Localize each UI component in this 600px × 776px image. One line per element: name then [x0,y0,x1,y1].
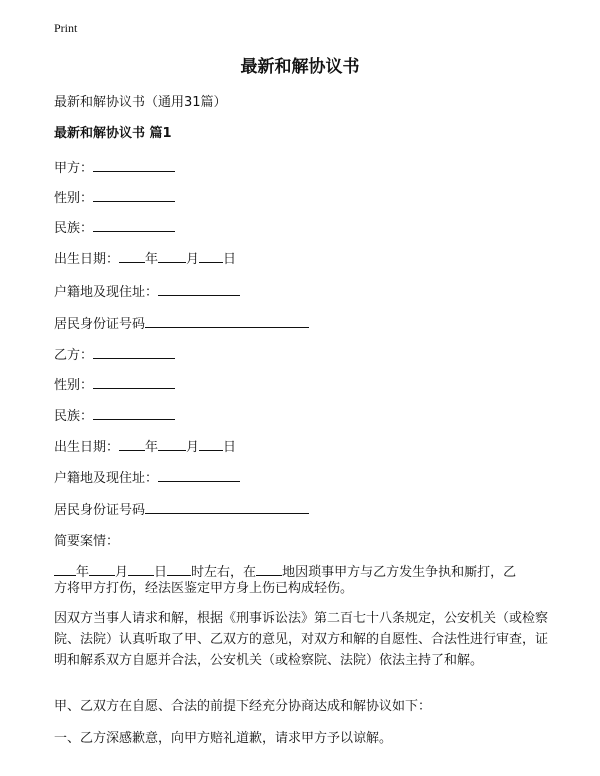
print-label[interactable]: Print [54,21,78,35]
party-a-ethnicity-label: 民族： [54,221,94,236]
agreement-intro: 甲、乙双方在自愿、合法的前提下经充分协商达成和解协议如下： [54,699,432,714]
party-b-ethnicity-blank [93,407,175,420]
party-a-dob-month-blank [158,250,186,263]
party-a-id-blank [145,315,309,328]
case-rest: 地因琐事甲方与乙方发生争执和厮打，乙 [282,565,517,580]
party-b-name-row [54,346,175,364]
party-a-dob-month: 月 [186,252,200,267]
party-a-address-label: 户籍地及现住址： [54,285,159,300]
party-a-dob-day: 日 [223,252,237,267]
case-time: 时左右，在 [191,565,257,580]
case-paragraph-2: 因双方当事人请求和解，根据《刑事诉讼法》第二百七十八条规定，公安机关（或检察院、法院）认真听取了甲、乙双方的意见，对双方和解的自愿性、合法性进行审查，证明和解系双方自愿并合法，公安机关（或检察院、法院）依法主持了和解。 [54,611,549,668]
party-b-name-blank [93,346,175,359]
case-year-blank [54,563,76,576]
party-a-dob-year: 年 [145,252,159,267]
party-b-id-row [54,501,309,519]
party-a-dob-day-blank [199,250,223,263]
party-b-dob-year: 年 [145,440,159,455]
party-b-dob-label: 出生日期： [54,440,120,455]
party-a-gender-blank [93,189,175,202]
case-paragraph-1-line-1 [54,563,516,581]
case-label: 简要案情： [54,534,120,549]
case-month: 月 [115,565,129,580]
party-b-dob-month-blank [158,438,186,451]
case-day: 日 [154,565,168,580]
party-a-name-row [54,159,175,177]
party-b-ethnicity-label: 民族： [54,409,94,424]
party-b-id-blank [145,501,309,514]
party-a-gender-row [54,189,175,207]
case-paragraph-1-line-2: 方将甲方打伤，经法医鉴定甲方身上伤已构成轻伤。 [54,581,354,596]
party-a-dob-label: 出生日期： [54,252,120,267]
party-b-dob-row [54,438,236,456]
party-b-dob-day: 日 [223,440,237,455]
party-a-dob-year-blank [119,250,145,263]
party-a-ethnicity-blank [93,219,175,232]
party-a-id-row [54,315,309,333]
party-b-address-label: 户籍地及现住址： [54,471,159,486]
party-b-id-label: 居民身份证号码 [54,503,146,518]
case-year: 年 [76,565,90,580]
party-a-name-label: 甲方： [54,161,94,176]
party-b-dob-day-blank [199,438,223,451]
party-a-ethnicity-row [54,219,175,237]
party-b-name-label: 乙方： [54,348,94,363]
party-b-gender-blank [93,376,175,389]
party-a-id-label: 居民身份证号码 [54,317,146,332]
party-a-address-row [54,283,240,301]
case-place-blank [256,563,282,576]
party-a-address-blank [158,283,240,296]
party-b-dob-year-blank [119,438,145,451]
party-b-gender-label: 性别： [54,378,94,393]
document-title: 最新和解协议书 [240,57,360,77]
case-month-blank [89,563,115,576]
party-b-ethnicity-row [54,407,175,425]
party-b-address-blank [158,469,240,482]
party-a-gender-label: 性别： [54,191,94,206]
clause-1: 一、乙方深感歉意，向甲方赔礼道歉，请求甲方予以谅解。 [54,731,393,746]
party-b-dob-month: 月 [186,440,200,455]
party-a-name-blank [93,159,175,172]
document-subtitle: 最新和解协议书（通用31篇） [54,95,227,110]
section-heading: 最新和解协议书 篇1 [54,126,172,141]
case-hour-blank [167,563,191,576]
case-day-blank [128,563,154,576]
party-a-dob-row [54,250,236,268]
party-b-address-row [54,469,240,487]
party-b-gender-row [54,376,175,394]
